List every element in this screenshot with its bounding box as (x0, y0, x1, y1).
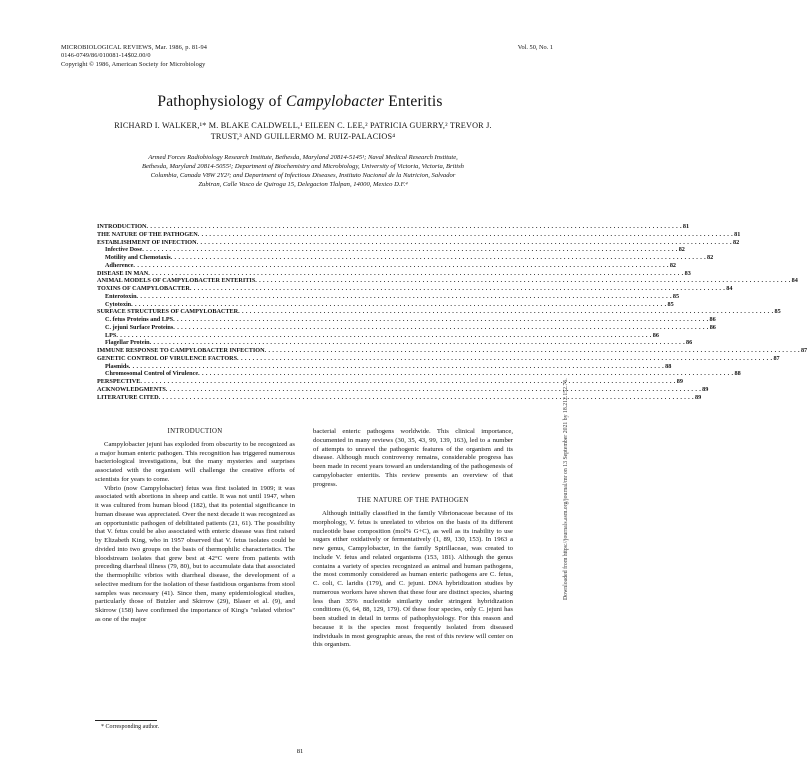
toc-entry-title: Motility and Chemotaxis (105, 254, 171, 261)
copyright-line: Copyright © 1986, American Society for Microbiology (61, 60, 206, 68)
affiliations (60, 153, 546, 189)
toc-leader-dots: . . . . . . . . . . . . . . . . . . . . . . . . . . . . . . . . . . . . . . . . . . . . . . . . . . . . . . . . . . . . . . . . . . . . . . . . . . . . . . . . . . . . . . . . . . . . . . . . . . . . . . . . . . . . . . . . . . . . . . . . . . . . . . . . . . . . . . . . . . (131, 300, 667, 308)
toc-leader-dots: . . . . . . . . . . . . . . . . . . . . . . . . . . . . . . . . . . . . . . . . . . . . . . . . . . . . . . . . . . . . . . . . . . . . . . . . . . . . . . . . . . . . . . . . . . . . . . . . . . . . . . . . . . . . . . . . . . . . . . . . . . . . . . . . . . . . . . . . . . (142, 246, 678, 254)
intro-continuation-paragraph: bacterial enteric pathogens worldwide. This clinical importance, documented in many reviews (30, 35, 43, 99, 139, 163), led to a number of attempts to unravel the pathogenic features of the organism and its disease. Although much controversy remains, considerable progress has been made in recent years toward an understanding of the pathogenesis of campylobacter enteritis. This review presents an overview of that progress. (313, 428, 513, 488)
toc-entry-title: C. fetus Proteins and LPS (105, 316, 174, 323)
toc-leader-dots: . . . . . . . . . . . . . . . . . . . . . . . . . . . . . . . . . . . . . . . . . . . . . . . . . . . . . . . . . . . . . . . . . . . . . . . . . . . . . . . . . . . . . . . . . . . . . . . . . . . . . . . . . . . . . . . . . . . . . . . . . . . . . . . . . . . . . . . . . . (255, 277, 791, 285)
toc-entry (97, 354, 780, 363)
toc-entry (97, 300, 674, 309)
issn-line: 0146-0749/86/010081-14$02.00/0 (61, 52, 151, 60)
toc-entry-title: DISEASE IN MAN (97, 269, 149, 277)
toc-entry-title: INTRODUCTION (97, 223, 147, 230)
nature-of-pathogen-heading: THE NATURE OF THE PATHOGEN (357, 497, 469, 505)
toc-leader-dots: . . . . . . . . . . . . . . . . . . . . . . . . . . . . . . . . . . . . . . . . . . . . . . . . . . . . . . . . . . . . . . . . . . . . . . . . . . . . . . . . . . . . . . . . . . . . . . . . . . . . . . . . . . . . . . . . . . . . . . . . . . . . . . . . . . . . . . . . . . (133, 261, 669, 269)
toc-entry (97, 254, 714, 262)
toc-entry-title: PERSPECTIVE (97, 378, 141, 385)
download-watermark: Downloaded from https://journals.asm.org/journal/mr on 13 September 2021 by 18.212.152.76. (563, 378, 569, 600)
right-column (313, 428, 513, 650)
toc-leader-dots: . . . . . . . . . . . . . . . . . . . . . . . . . . . . . . . . . . . . . . . . . . . . . . . . . . . . . . . . . . . . . . . . . . . . . . . . . . . . . . . . . . . . . . . . . . . . . . . . . . . . . . . . . . . . . . . . . . . . . . . . . . . . . . . . . . . . . . . . . . (173, 323, 709, 331)
toc-entry-title: Cytotoxin (105, 300, 132, 308)
toc-entry-page: 88 (665, 362, 672, 370)
toc-entry (97, 230, 741, 239)
title-text: Pathophysiology of (157, 93, 287, 110)
toc-entry (97, 385, 709, 394)
toc-leader-dots: . . . . . . . . . . . . . . . . . . . . . . . . . . . . . . . . . . . . . . . . . . . . . . . . . . . . . . . . . . . . . . . . . . . . . . . . . . . . . . . . . . . . . . . . . . . . . . . . . . . . . . . . . . . . . . . . . . . . . . . . . . . . . . . . . . . . . . . . . . (197, 230, 734, 238)
toc-entry-page: 87 (800, 347, 807, 354)
toc-leader-dots: . . . . . . . . . . . . . . . . . . . . . . . . . . . . . . . . . . . . . . . . . . . . . . . . . . . . . . . . . . . . . . . . . . . . . . . . . . . . . . . . . . . . . . . . . . . . . . . . . . . . . . . . . . . . . . . . . . . . . . . . . . . . . . . . . . . . . . . . . . (140, 378, 676, 385)
toc-entry-title: Enterotoxin (105, 292, 137, 300)
title-end-text: Enteritis (384, 93, 443, 110)
toc-leader-dots: . . . . . . . . . . . . . . . . . . . . . . . . . . . . . . . . . . . . . . . . . . . . . . . . . . . . . . . . . . . . . . . . . . . . . . . . . . . . . . . . . . . . . . . . . . . . . . . . . . . . . . . . . . . . . . . . . . . . . . . . . . . . . . . . . . . . . . . . . . (165, 385, 702, 393)
toc-entry-title: LPS (105, 331, 117, 339)
toc-entry-title: Chromosomal Control of Virulence (105, 370, 199, 378)
toc-leader-dots: . . . . . . . . . . . . . . . . . . . . . . . . . . . . . . . . . . . . . . . . . . . . . . . . . . . . . . . . . . . . . . . . . . . . . . . . . . . . . . . . . . . . . . . . . . . . . . . . . . . . . . . . . . . . . . . . . . . . . . . . . . . . . . . . . . . . . . . . . . (128, 362, 665, 370)
page-number: 81 (296, 748, 304, 755)
title-italic-text: Campylobacter (286, 93, 385, 110)
author-line: TRUST,³ AND GUILLERMO M. RUIZ-PALACIOS⁴ (210, 131, 396, 141)
intro-paragraph: Vibrio (now Campylobacter) fetus was first isolated in 1909; it was associated with abortions in sheep and cattle. It was not until 1947, when it was cultured from human blood (182), that its potential significance in human disease was appreciated. Over the next decade it was recognized as an opportunistic pathogen of debilitated patients (21, 61). The possibility that V. fetus could be also associated with enteric disease was first raised by Elizabeth King, who in 1957 observed that V. fetus isolates could be divided into two groups on the basis of thermophilic characteristics. The bloodstream isolates that grew best at 42°C were from patients with preceding diarrheal illness (79, 80), but to accumulate data that associated the thermophilic vibrios with diarrheal disease, the development of a selective medium for the isolation of these fastidious organisms from stool samples was necessary (41). Since then, many epidemiological studies, particularly those of Butzler and Skirrow (29), Blaser et al. (9), and Skirrow (158) have confirmed the importance of King's "related vibrios" as one of the major (95, 484, 295, 623)
toc-entry-page: 89 (702, 385, 709, 393)
toc-entry-page: 86 (709, 323, 716, 331)
intro-paragraph: Campylobacter jejuni has exploded from obscurity to be recognized as a major human enteric pathogen. This recognition has triggered numerous bacteriological investigations, but the many mysteries and surprises associated with the organism will challenge the creative efforts of scientists for years to come. (95, 440, 295, 483)
toc-entry-page: 85 (667, 300, 674, 308)
author-line: RICHARD I. WALKER,¹* M. BLAKE CALDWELL,¹ EILEEN C. LEE,² PATRICIA GUERRY,² TREVOR J. (114, 121, 492, 130)
toc-leader-dots: . . . . . . . . . . . . . . . . . . . . . . . . . . . . . . . . . . . . . . . . . . . . . . . . . . . . . . . . . . . . . . . . . . . . . . . . . . . . . . . . . . . . . . . . . . . . . . . . . . . . . . . . . . . . . . . . . . . . . . . . . . . . . . . . . . . . . . . . . . (264, 347, 800, 354)
toc-leader-dots: . . . . . . . . . . . . . . . . . . . . . . . . . . . . . . . . . . . . . . . . . . . . . . . . . . . . . . . . . . . . . . . . . . . . . . . . . . . . . . . . . . . . . . . . . . . . . . . . . . . . . . . . . . . . . . . . . . . . . . . . . . . . . . . . . . . . . . . . . . (146, 223, 682, 230)
toc-leader-dots: . . . . . . . . . . . . . . . . . . . . . . . . . . . . . . . . . . . . . . . . . . . . . . . . . . . . . . . . . . . . . . . . . . . . . . . . . . . . . . . . . . . . . . . . . . . . . . . . . . . . . . . . . . . . . . . . . . . . . . . . . . . . . . . . . . . . . . . . . . (196, 238, 732, 246)
toc-entry-page: 82 (669, 261, 676, 269)
footnote-rule (95, 720, 157, 721)
toc-leader-dots: . . . . . . . . . . . . . . . . . . . . . . . . . . . . . . . . . . . . . . . . . . . . . . . . . . . . . . . . . . . . . . . . . . . . . . . . . . . . . . . . . . . . . . . . . . . . . . . . . . . . . . . . . . . . . . . . . . . . . . . . . . . . . . . . . . . . . . . . . . (158, 393, 694, 401)
toc-entry-page: 89 (676, 378, 683, 385)
toc-leader-dots: . . . . . . . . . . . . . . . . . . . . . . . . . . . . . . . . . . . . . . . . . . . . . . . . . . . . . . . . . . . . . . . . . . . . . . . . . . . . . . . . . . . . . . . . . . . . . . . . . . . . . . . . . . . . . . . . . . . . . . . . . . . . . . . . . . . . . . . . . . (170, 254, 707, 261)
toc-entry (97, 223, 690, 231)
toc-entry-title: LITERATURE CITED (97, 393, 159, 401)
toc-leader-dots: . . . . . . . . . . . . . . . . . . . . . . . . . . . . . . . . . . . . . . . . . . . . . . . . . . . . . . . . . . . . . . . . . . . . . . . . . . . . . . . . . . . . . . . . . . . . . . . . . . . . . . . . . . . . . . . . . . . . . . . . . . . . . . . . . . . . . . . . . . (136, 292, 672, 300)
toc-leader-dots: . . . . . . . . . . . . . . . . . . . . . . . . . . . . . . . . . . . . . . . . . . . . . . . . . . . . . . . . . . . . . . . . . . . . . . . . . . . . . . . . . . . . . . . . . . . . . . . . . . . . . . . . . . . . . . . . . . . . . . . . . . . . . . . . . . . . . . . . . . (198, 370, 734, 378)
toc-entry (97, 261, 676, 270)
affiliation-line: Armed Forces Radiobiology Research Institute, Bethesda, Maryland 20814-5145¹; Naval Medical Research Institute, (148, 154, 458, 161)
affiliation-line: Zubiran, Calle Vasco de Quiroga 15, Delegacion Tlalpan, 14000, Mexico D.F.⁴ (198, 181, 408, 189)
toc-leader-dots: . . . . . . . . . . . . . . . . . . . . . . . . . . . . . . . . . . . . . . . . . . . . . . . . . . . . . . . . . . . . . . . . . . . . . . . . . . . . . . . . . . . . . . . . . . . . . . . . . . . . . . . . . . . . . . . . . . . . . . . . . . . . . . . . . . . . . . . . . . (238, 308, 774, 316)
toc-leader-dots: . . . . . . . . . . . . . . . . . . . . . . . . . . . . . . . . . . . . . . . . . . . . . . . . . . . . . . . . . . . . . . . . . . . . . . . . . . . . . . . . . . . . . . . . . . . . . . . . . . . . . . . . . . . . . . . . . . . . . . . . . . . . . . . . . . . . . . . . . . (116, 331, 652, 339)
affiliation-line: Bethesda, Maryland 20814-5055²; Department of Biochemistry and Microbiology, University of Victoria, Victoria, British (142, 163, 464, 171)
table-of-contents (97, 223, 807, 401)
affiliation-line: Columbia, Canada V8W 2Y2³; and Department of Infectious Diseases, Instituto Nacional de la Nutricion, Salvador (150, 172, 456, 180)
toc-entry (97, 378, 683, 386)
toc-entry-title: THE NATURE OF THE PATHOGEN (97, 230, 198, 238)
toc-leader-dots: . . . . . . . . . . . . . . . . . . . . . . . . . . . . . . . . . . . . . . . . . . . . . . . . . . . . . . . . . . . . . . . . . . . . . . . . . . . . . . . . . . . . . . . . . . . . . . . . . . . . . . . . . . . . . . . . . . . . . . . . . . . . . . . . . . . . . . . . . . (189, 285, 726, 292)
toc-entry-page: 86 (686, 339, 693, 347)
toc-entry-title: ESTABLISHMENT OF INFECTION (97, 238, 197, 246)
left-column (95, 428, 295, 625)
toc-entry-page: 86 (652, 331, 659, 339)
toc-entry-title: ANIMAL MODELS OF CAMPYLOBACTER ENTERITIS (97, 277, 256, 285)
toc-entry (97, 331, 659, 340)
author-list (78, 121, 528, 142)
toc-entry (97, 362, 672, 371)
toc-leader-dots: . . . . . . . . . . . . . . . . . . . . . . . . . . . . . . . . . . . . . . . . . . . . . . . . . . . . . . . . . . . . . . . . . . . . . . . . . . . . . . . . . . . . . . . . . . . . . . . . . . . . . . . . . . . . . . . . . . . . . . . . . . . . . . . . . . . . . . . . . . (149, 339, 686, 347)
toc-entry-page: 88 (734, 370, 741, 378)
toc-entry (97, 238, 740, 247)
toc-entry (97, 292, 680, 301)
toc-entry-title: SURFACE STRUCTURES OF CAMPYLOBACTER (97, 308, 239, 316)
toc-entry-page: 84 (791, 277, 798, 285)
toc-leader-dots: . . . . . . . . . . . . . . . . . . . . . . . . . . . . . . . . . . . . . . . . . . . . . . . . . . . . . . . . . . . . . . . . . . . . . . . . . . . . . . . . . . . . . . . . . . . . . . . . . . . . . . . . . . . . . . . . . . . . . . . . . . . . . . . . . . . . . . . . . . (237, 354, 773, 362)
article-title (0, 93, 600, 111)
toc-entry (97, 370, 741, 378)
toc-entry-page: 85 (774, 308, 781, 316)
toc-entry-page: 85 (672, 292, 680, 300)
toc-entry-page: 86 (709, 316, 716, 323)
journal-citation: MICROBIOLOGICAL REVIEWS, Mar. 1986, p. 81-94 (61, 44, 208, 51)
toc-entry (97, 277, 798, 285)
toc-entry-title: GENETIC CONTROL OF VIRULENCE FACTORS (97, 354, 238, 362)
toc-entry (97, 308, 781, 316)
toc-entry-page: 87 (773, 354, 780, 362)
toc-entry-title: Plasmids (105, 362, 129, 370)
toc-entry-title: Flagellar Protein (105, 339, 150, 347)
toc-entry (97, 269, 691, 278)
toc-entry (97, 393, 702, 402)
toc-entry-title: TOXINS OF CAMPYLOBACTER (97, 285, 190, 292)
toc-entry-page: 84 (726, 285, 733, 292)
toc-entry (97, 339, 693, 347)
toc-entry-title: C. jejuni Surface Proteins (105, 323, 174, 331)
toc-leader-dots: . . . . . . . . . . . . . . . . . . . . . . . . . . . . . . . . . . . . . . . . . . . . . . . . . . . . . . . . . . . . . . . . . . . . . . . . . . . . . . . . . . . . . . . . . . . . . . . . . . . . . . . . . . . . . . . . . . . . . . . . . . . . . . . . . . . . . . . . . . (148, 269, 684, 277)
toc-leader-dots: . . . . . . . . . . . . . . . . . . . . . . . . . . . . . . . . . . . . . . . . . . . . . . . . . . . . . . . . . . . . . . . . . . . . . . . . . . . . . . . . . . . . . . . . . . . . . . . . . . . . . . . . . . . . . . . . . . . . . . . . . . . . . . . . . . . . . . . . . . (173, 316, 709, 323)
toc-entry (97, 323, 716, 332)
toc-entry-page: 82 (678, 246, 685, 254)
toc-entry-title: Adherence (105, 261, 134, 269)
toc-entry-title: IMMUNE RESPONSE TO CAMPYLOBACTER INFECTION (97, 347, 265, 354)
toc-entry-title: Infective Dose (105, 246, 143, 254)
journal-header (61, 44, 207, 69)
toc-entry (97, 316, 716, 324)
introduction-heading: INTRODUCTION (167, 428, 223, 435)
toc-entry (97, 347, 807, 355)
toc-entry (97, 285, 733, 293)
toc-entry-page: 83 (684, 269, 691, 277)
toc-entry-page: 82 (732, 238, 740, 246)
toc-entry (97, 246, 685, 254)
pathogen-paragraph: Although initially classified in the family Vibrionaceae because of its morphology, V. fetus is unrelated to vibrios on the basis of its different nucleotide base composition (mol% G+C), as well as its inability to use sugars either oxidatively or fermentatively (1, 89, 130, 153). In 1963 a new genus, Campylobacter, in the family Spirillaceae, was created to include V. fetus and related organisms (153, 181). Although the genus contains a variety of species recognized as animal and human pathogens, the most commonly considered as human enteric pathogens are C. fetus, C. coli, C. laridis (179), and C. jejuni. DNA hybridization studies by numerous workers have shown that these four are distinct species, sharing less than 35% nucleotide similarity under stringent hybridization conditions (6, 64, 88, 129, 179). Of these four species, only C. jejuni has been studied in detail in terms of pathophysiology. For this reason and because it is the species most frequently isolated from diseased individuals in most geographic areas, the rest of this review will center on this organism. (313, 510, 513, 649)
toc-entry-page: 81 (734, 230, 741, 238)
toc-entry-page: 81 (682, 223, 690, 230)
toc-entry-page: 82 (707, 254, 714, 261)
footnote: * Corresponding author. (101, 724, 160, 730)
toc-entry-title: ACKNOWLEDGMENTS (97, 385, 166, 393)
volume-label: Vol. 50, No. 1 (517, 44, 553, 51)
toc-entry-page: 89 (695, 393, 702, 401)
